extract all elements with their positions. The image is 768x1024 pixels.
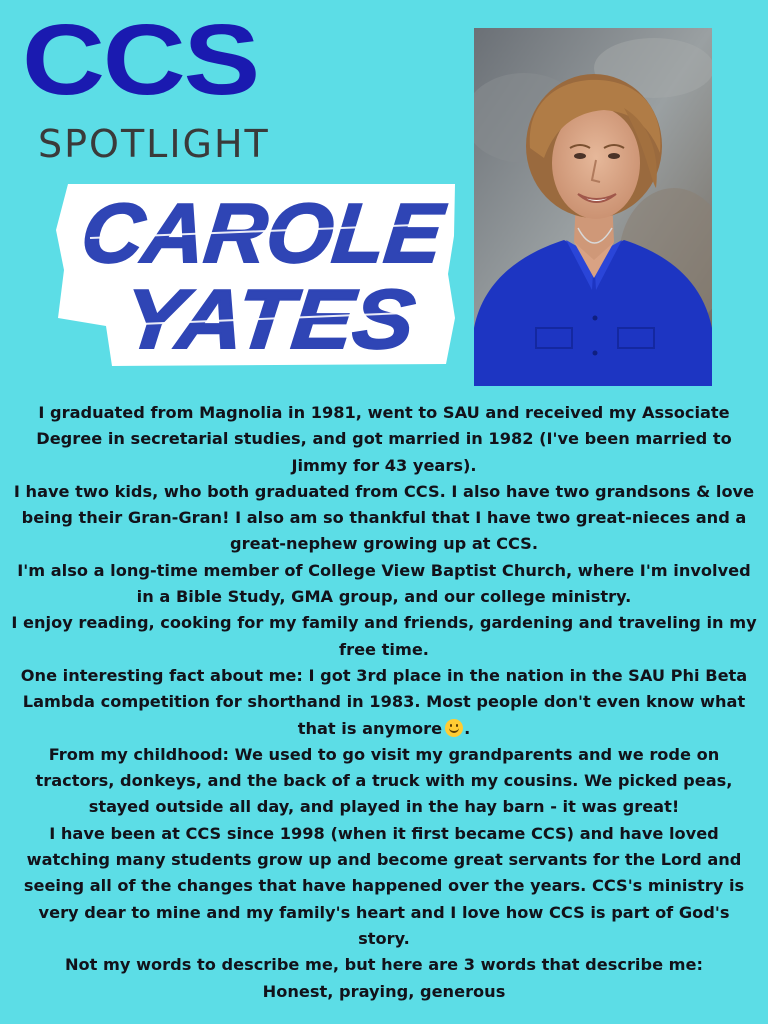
- name-line-1: CAROLE: [77, 186, 442, 280]
- bio-paragraph: I graduated from Magnolia in 1981, went to SAU and received my Associate Degree in secretarial studies, and got married in 1982 (I've been married to Jimmy for 43 years).: [36, 403, 732, 475]
- bio-fact-text: One interesting fact about me: I got 3rd place in the nation in the SAU Phi Beta Lambda competition for shorthand in 1983. Most people don't even know what that is anymore: [20, 665, 748, 738]
- bio-text: [10, 400, 758, 1005]
- smiley-emoji-icon: [445, 719, 463, 737]
- bio-fact-end: .: [464, 718, 471, 738]
- bio-paragraph-fact: [10, 663, 758, 742]
- bio-paragraph: I have been at CCS since 1998 (when it first became CCS) and have loved watching many students grow up and become great servants for the Lord and seeing all of the changes that have happened over the years. CCS's ministry is very dear to mine and my family's heart and I love how CCS is part of God's story.: [23, 823, 745, 948]
- bio-paragraph: Honest, praying, generous: [262, 981, 506, 1001]
- bio-paragraph: Not my words to describe me, but here are 3 words that describe me:: [65, 955, 703, 975]
- portrait-photo: [474, 28, 712, 386]
- bio-paragraph: I enjoy reading, cooking for my family and friends, gardening and traveling in my free time.: [11, 613, 757, 659]
- bio-paragraph: From my childhood: We used to go visit my grandparents and we rode on tractors, donkeys, and the back of a truck with my cousins. We picked peas, stayed outside all day, and played in the hay barn - it was great!: [35, 744, 733, 817]
- bio-paragraph: I have two kids, who both graduated from CCS. I also have two grandsons & love being their Gran-Gran! I also am so thankful that I have two great-nieces and a great-nephew growing up at CCS.: [13, 481, 755, 554]
- name-badge: [50, 178, 462, 370]
- bio-paragraph: I'm also a long-time member of College View Baptist Church, where I'm involved in a Bible Study, GMA group, and our college ministry.: [17, 560, 751, 607]
- spotlight-subtitle: SPOTLIGHT: [38, 122, 270, 166]
- brand-title: CCS: [22, 4, 258, 116]
- name-line-2: YATES: [119, 272, 397, 366]
